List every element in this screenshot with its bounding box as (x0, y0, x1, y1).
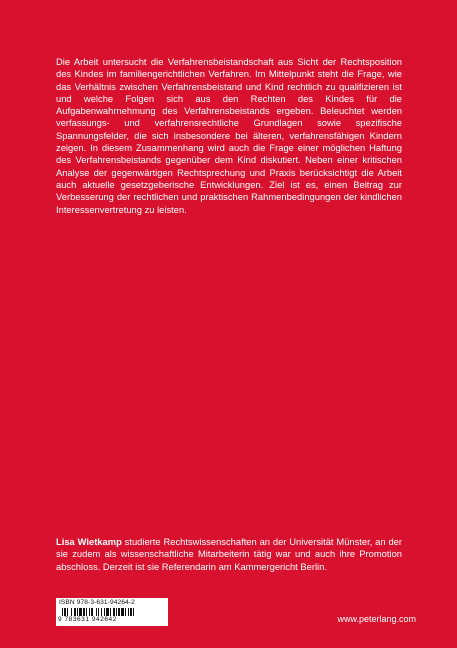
isbn-barcode-box (56, 598, 168, 626)
author-name: Lisa Wietkamp (56, 536, 122, 547)
author-bio (56, 536, 402, 573)
author-bio-text: studierte Rechtswissenschaften an der Universität Münster, an der sie zudem als wissenschaftliche Mitarbeiterin tätig war und auch ihre Promotion abschloss. Derzeit ist sie Referendarin am Kammergericht Berlin. (56, 536, 403, 572)
isbn-label: ISBN 978-3-631-94264-2 (59, 599, 135, 606)
barcode-digits: 9 783631 942642 (58, 616, 166, 623)
publisher-url[interactable]: www.peterlang.com (337, 614, 416, 624)
blurb-text: Die Arbeit untersucht die Verfahrensbeistandschaft aus Sicht der Rechtsposition des Kindes im familiengerichtlichen Verfahren. Im Mittelpunkt steht die Frage, wie das Verhältnis zwischen Verfahrensbeistand und Kind rechtlich zu qualifizieren ist und welche Folgen sich aus den Rechten des Kindes für die Aufgabenwahrnehmung des Verfahrensbeistands ergeben. Beleuchtet werden verfassungs- und verfahrensrechtliche Grundlagen sowie spezifische Spannungsfelder, die sich insbesondere bei älteren, verfahrensfähigen Kindern zeigen. In diesem Zusammenhang wird auch die Frage einer möglichen Haftung des Verfahrensbeistands gegenüber dem Kind diskutiert. Neben einer kritischen Analyse der gegenwärtigen Rechtsprechung und Praxis berücksichtigt die Arbeit auch aktuelle gesetzgeberische Entwicklungen. Ziel ist es, einen Beitrag zur Verbesserung der rechtlichen und praktischen Rahmenbedingungen der kindlichen Interessenvertretung zu leisten. (56, 56, 402, 215)
